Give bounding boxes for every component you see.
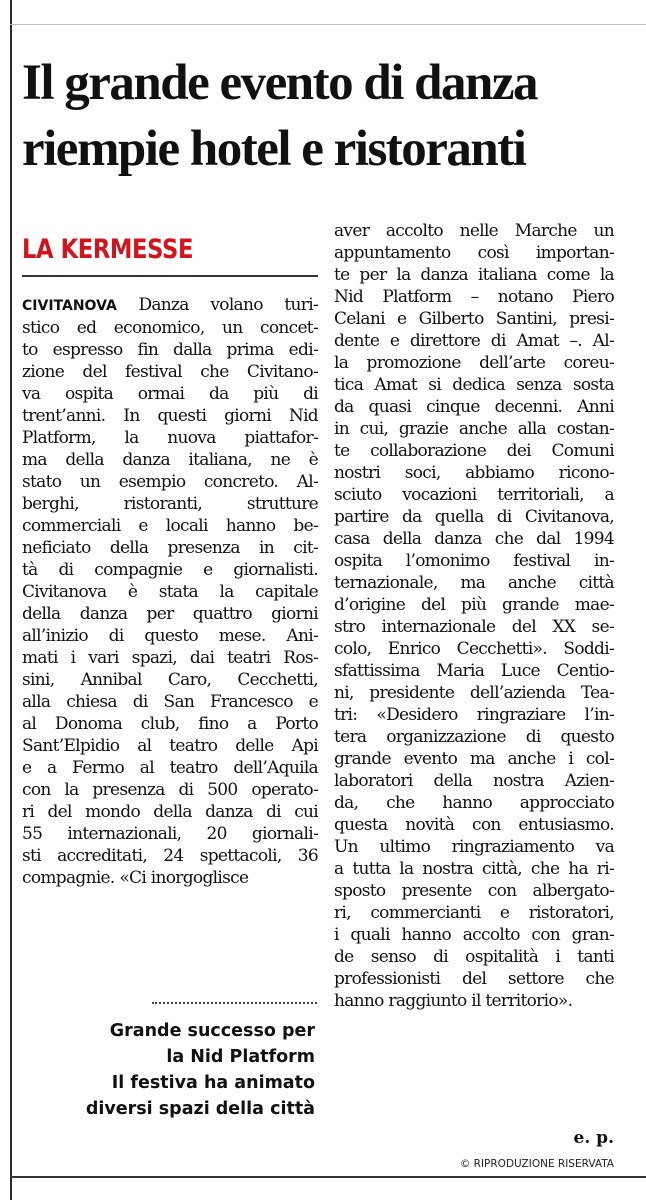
body-text-line: [334, 264, 614, 286]
body-text: nostri soci, abbiamo ricono-: [334, 463, 614, 483]
body-text: tà di compagnie e giornalisti.: [22, 560, 318, 580]
body-text-line: [334, 616, 614, 638]
body-text-line: [22, 625, 318, 647]
body-text-line: [334, 704, 614, 726]
body-text: trent’anni. In questi giorni Nid: [22, 406, 318, 426]
body-text: hanno raggiunto il territorio».: [334, 991, 573, 1011]
body-text: stico ed economico, un concet-: [22, 318, 318, 338]
body-text-line: [334, 858, 614, 880]
body-text: te per la danza italiana come la: [334, 265, 614, 285]
body-text: 55 internazionali, 20 giornali-: [22, 824, 318, 844]
body-text-line: [22, 823, 318, 845]
body-text: Danza volano turi-: [138, 295, 318, 315]
body-text-line: [22, 449, 318, 471]
dateline: CIVITANOVA: [22, 298, 117, 314]
body-text-line: [334, 990, 614, 1012]
body-text: partire da quella di Civitanova,: [334, 507, 614, 527]
body-text-line: [334, 308, 614, 330]
pullquote-line: Grande successo per: [109, 1021, 315, 1041]
body-text-line: [22, 757, 318, 779]
body-text: to espresso fin dalla prima edi-: [22, 340, 318, 360]
body-text: a tutta la nostra città, che ha ri-: [334, 859, 614, 879]
pullquote-line: Il festiva ha animato: [111, 1073, 315, 1093]
body-text-line: [334, 330, 614, 352]
body-text-line: [22, 845, 318, 867]
body-text-line: [22, 339, 318, 361]
top-border-rule: [10, 24, 646, 25]
body-text: dente e direttore di Amat –. Al-: [334, 331, 614, 351]
body-text-line: [22, 647, 318, 669]
body-text-line: [334, 506, 614, 528]
body-text-line: [334, 396, 614, 418]
body-text: grande evento ma anche i col-: [334, 749, 614, 769]
body-text-line: [22, 713, 318, 735]
body-text-line: [334, 374, 614, 396]
body-text-line: [334, 902, 614, 924]
body-text: tica Amat si dedica senza sosta: [334, 375, 614, 395]
body-text-line: [22, 537, 318, 559]
body-text: stro internazionale del XX se-: [334, 617, 614, 637]
body-text-line: [334, 528, 614, 550]
body-text: la promozione dell’arte coreu-: [334, 353, 614, 373]
body-text: da, che hanno approcciato: [334, 793, 614, 813]
body-text: Celani e Gilberto Santini, presi-: [334, 309, 614, 329]
body-text: alla chiesa di San Francesco e: [22, 692, 318, 712]
body-text-line: [334, 814, 614, 836]
body-text: appuntamento così importan-: [334, 243, 614, 263]
body-text: ri del mondo della danza di cui: [22, 802, 318, 822]
headline-line: Il grande evento di danza: [22, 55, 538, 111]
body-text: tera organizzazione di questo: [334, 727, 614, 747]
body-text: laboratori della nostra Azien-: [334, 771, 614, 791]
article-body-left-column: [22, 294, 318, 889]
body-text: sini, Annibal Caro, Cecchetti,: [22, 670, 318, 690]
body-text: colo, Enrico Cecchetti». Soddi-: [334, 639, 614, 659]
body-text: da quasi cinque decenni. Anni: [334, 397, 614, 417]
body-text-line: [22, 735, 318, 757]
body-text-line: [22, 559, 318, 581]
body-text-line: [334, 594, 614, 616]
headline: [22, 50, 632, 182]
body-text-line: [334, 638, 614, 660]
article-body-right-column: [334, 220, 614, 1012]
body-text: aver accolto nelle Marche un: [334, 221, 614, 241]
body-text: Nid Platform – notano Piero: [334, 287, 614, 307]
body-text-line: [22, 779, 318, 801]
body-text-line: [334, 770, 614, 792]
body-text: stato un esempio concreto. Al-: [22, 472, 318, 492]
body-text: e a Fermo al teatro dell’Aquila: [22, 758, 318, 778]
body-text-line: [334, 968, 614, 990]
body-text: in cui, grazie anche alla costan-: [334, 419, 614, 439]
pullquote-dotted-divider: [152, 1002, 317, 1004]
body-text: i quali hanno accolto con gran-: [334, 925, 614, 945]
body-text: professionisti del settore che: [334, 969, 614, 989]
body-text-line: [22, 317, 318, 339]
kicker-label: LA KERMESSE: [22, 234, 194, 265]
body-text: casa della danza che dal 1994: [334, 529, 614, 549]
body-text-line: [334, 352, 614, 374]
body-text: Platform, la nuova piattafor-: [22, 428, 318, 448]
body-text: d’origine del più grande mae-: [334, 595, 614, 615]
body-text-line: [334, 682, 614, 704]
body-text: questa novità con entusiasmo.: [334, 815, 614, 835]
body-text-line: [334, 418, 614, 440]
body-text: zione del festival che Civitano-: [22, 362, 318, 382]
headline-line: riempie hotel e ristoranti: [22, 121, 526, 177]
body-text: tri: «Desidero ringraziare l’in-: [334, 705, 614, 725]
body-text: ternazionale, ma anche città: [334, 573, 614, 593]
body-text-line: [334, 220, 614, 242]
body-text-line: [22, 493, 318, 515]
body-text-line: [334, 946, 614, 968]
body-text: sfattissima Maria Luce Centio-: [334, 661, 614, 681]
body-text-line: [334, 572, 614, 594]
copyright-notice: © RIPRODUZIONE RISERVATA: [459, 1158, 614, 1170]
body-text-line: [22, 515, 318, 537]
body-text-line: [334, 726, 614, 748]
body-text: sciuto vocazioni territoriali, a: [334, 485, 614, 505]
body-text: sti accreditati, 24 spettacoli, 36: [22, 846, 318, 866]
body-text-line: [22, 471, 318, 493]
body-text: Civitanova è stata la capitale: [22, 582, 318, 602]
body-text-line: [334, 924, 614, 946]
body-text-line: [22, 294, 318, 317]
body-text-line: [334, 748, 614, 770]
body-text-line: [334, 550, 614, 572]
body-text: compagnie. «Ci inorgoglisce: [22, 868, 249, 888]
body-text: ospita l’omonimo festival in-: [334, 551, 614, 571]
body-text: Un ultimo ringraziamento va: [334, 837, 614, 857]
body-text: ma della danza italiana, ne è: [22, 450, 318, 470]
body-text-line: [334, 484, 614, 506]
body-text-line: [22, 427, 318, 449]
author-signature: e. p.: [573, 1128, 614, 1148]
kicker-divider: [22, 275, 318, 277]
body-text: ni, presidente dell’azienda Tea-: [334, 683, 614, 703]
body-text: neficiato della presenza in cit-: [22, 538, 318, 558]
body-text-line: [334, 462, 614, 484]
pullquote-line: diversi spazi della città: [85, 1099, 315, 1119]
body-text-line: [334, 792, 614, 814]
body-text: con la presenza di 500 operato-: [22, 780, 318, 800]
body-text: va ospita ormai da più di: [22, 384, 318, 404]
body-text-line: [22, 691, 318, 713]
body-text: della danza per quattro giorni: [22, 604, 318, 624]
body-text-line: [334, 440, 614, 462]
body-text-line: [334, 836, 614, 858]
body-text: ri, commercianti e ristoratori,: [334, 903, 614, 923]
body-text: berghi, ristoranti, strutture: [22, 494, 318, 514]
bottom-border-rule: [10, 1176, 646, 1178]
body-text: commerciali e locali hanno be-: [22, 516, 318, 536]
body-text-line: [22, 361, 318, 383]
body-text-line: [334, 242, 614, 264]
body-text: te collaborazione dei Comuni: [334, 441, 614, 461]
body-text-line: [334, 286, 614, 308]
pullquote-line: la Nid Platform: [166, 1047, 315, 1067]
body-text-line: [22, 801, 318, 823]
body-text-line: [22, 603, 318, 625]
body-text: all’inizio di questo mese. Ani-: [22, 626, 318, 646]
body-text-line: [22, 405, 318, 427]
body-text: sposto presente con albergato-: [334, 881, 614, 901]
body-text: Sant’Elpidio al teatro delle Api: [22, 736, 318, 756]
body-text-line: [22, 581, 318, 603]
pullquote: [30, 1018, 315, 1122]
body-text-line: [334, 660, 614, 682]
body-text-line: [22, 669, 318, 691]
body-text-line: [22, 867, 318, 889]
body-text: al Donoma club, fino a Porto: [22, 714, 318, 734]
body-text-line: [22, 383, 318, 405]
body-text: de senso di ospitalità i tanti: [334, 947, 614, 967]
left-border-rule: [10, 0, 12, 1200]
body-text-line: [334, 880, 614, 902]
body-text: mati i vari spazi, dai teatri Ros-: [22, 648, 318, 668]
